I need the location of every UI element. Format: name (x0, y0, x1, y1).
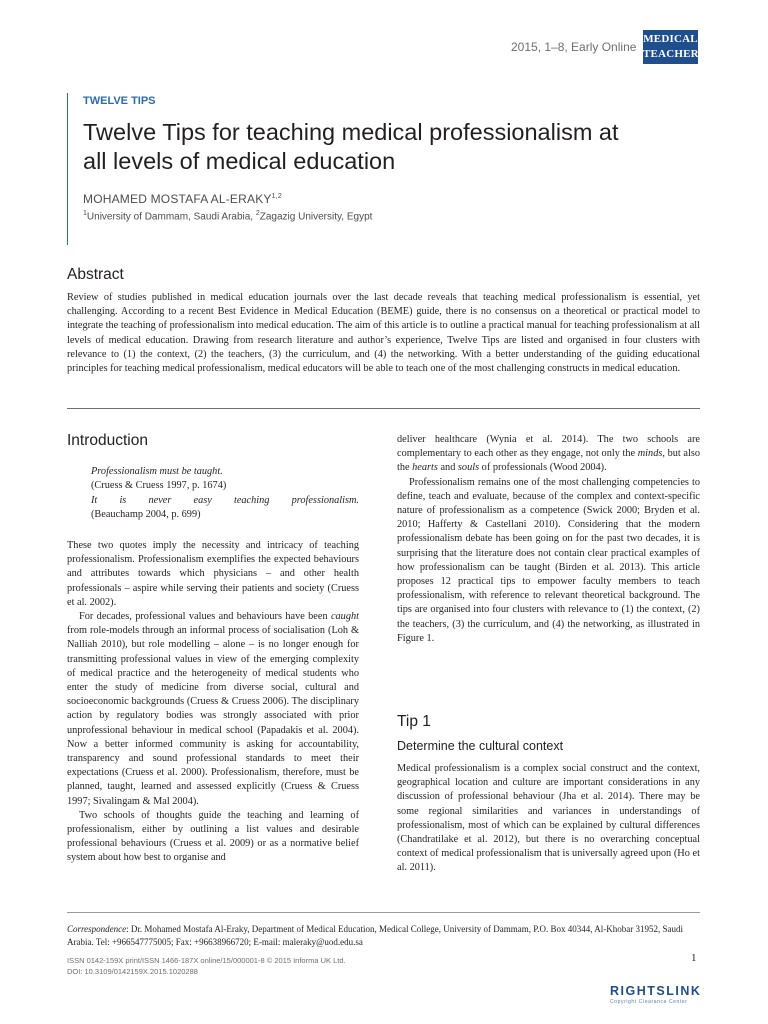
affil-2: Zagazig University, Egypt (259, 211, 373, 223)
tip1-heading: Tip 1 (397, 713, 431, 730)
affil-sup-2: 2 (255, 210, 260, 217)
correspondence-label: Correspondence (67, 924, 127, 934)
intro-p2-rest: from role-models through an informal process of socialisation (Loh & Nalliah 2010), but role modelling – alone – is no longer enough for transmitting professional values in view of the emerging complexity of medical practice and the heterogeneity of medical students who enter the study of medicine from diverse social, cultural and socioeconomic backgrounds (Cruess & Cruess 2006). The disciplinary action by regulatory bodies was strongly associated with prior unprofessional behaviour in medical school (Papadakis et al. 2004). Now a better informed community is asking for accountability, transparency and sound professional standards to meet their expectations (Cruess et al. 2000). Professionalism, therefore, must be planned, taught, learned and assessed explicitly (Cruess & Cruess 1997; Sivalingam & Mal 2004). (67, 625, 359, 807)
issn-line: ISSN 0142-159X print/ISSN 1466-187X online/15/000001-8 © 2015 Informa UK Ltd. (67, 956, 346, 965)
running-header: 2015, 1–8, Early Online (511, 40, 637, 54)
abstract-text: Review of studies published in medical education journals over the last decade reveals that teaching medical professionalism is essential, yet challenging. According to a recent Best Evidence in Medical Education (BEME) guide, there is no consensus on a theoretical or practical model to integrate the teaching of professionalism into medical education. The aim of this article is to outline a practical manual for teaching professionalism at all levels of medical education. Drawing from research literature and author’s experience, Twelve Tips are listed and organised in four clusters with relevance to (1) the context, (2) the teachers, (3) the curriculum, and (4) the networking. With a better understanding of the guiding educational principles for teaching medical professionalism, medical educators will be able to teach one of the most challenging constructs in medical education. (67, 292, 700, 375)
logo-line-1: MEDICAL (643, 33, 698, 45)
affil-sup-1: 1 (83, 210, 87, 217)
footnote-divider (67, 912, 700, 913)
rightslink-wordmark: RIGHTSLINK (610, 984, 702, 998)
tip1-paragraph: Medical professionalism is a complex social construct and the context, geographical location and culture are important considerations in any discussion of professional behaviour (Jha et al. 2014). There may be some regional similarities and variances in understandings of professionalism, most of which can be explained by cultural differences (Chandratilake et al. 2012), but there is no overarching conceptual context of medical professionalism that is universally agreed upon (Ho et al. 2011). (397, 763, 700, 874)
tip1-body (397, 762, 700, 876)
rightslink-logo[interactable] (610, 984, 750, 1005)
epigraph-2 (91, 494, 359, 508)
epigraph-1-text: Professionalism must be taught. (91, 466, 223, 477)
intro-p4-c: and (437, 462, 458, 474)
intro-paragraph-1: These two quotes imply the necessity and intricacy of teaching professionalism. Professionalism exemplifies the expected behaviours and attributes towards which physicians – and other health professionals – aspire while serving their patients and society (Cruess et al. 2002). (67, 540, 359, 608)
intro-paragraph-3: Two schools of thoughts guide the teaching and learning of professionalism, either by outlining a list values and desirable professional behaviours (Cruess et al. 2009) or as a normative belief system about how best to organise and (67, 809, 359, 864)
author-line (83, 192, 707, 206)
intro-p4-b: , but also the (397, 448, 700, 474)
section-tag: TWELVE TIPS (83, 95, 156, 107)
introduction-heading: Introduction (67, 432, 148, 449)
rightslink-subtitle: Copyright Clearance Center (610, 999, 688, 1005)
author-name: MOHAMED MOSTAFA AL-ERAKY (83, 192, 272, 206)
title-block (67, 93, 707, 245)
affiliations (83, 210, 707, 222)
intro-paragraph-5: Professionalism remains one of the most challenging competencies to define, teach and evaluate, because of the complex and context-specific nature of professionalism as a competence (Swick 2000; Bryden et al. 2010; Hafferty & Castellani 2010). Considering that the modern professionalism debate has been going on for the past two decades, it is surprising that the literature does not contain clear practical examples of how professionalism can be taught (Birden et al. 2013). This article proposes 12 practical tips to empower faculty members to teach professionalism, with reference to relevant theoretical background. The tips are organised into four clusters with relevance to (1) the context, (2) the teachers, (3) the curriculum, and (4) the networking, as illustrated in Figure 1. (397, 476, 700, 644)
correspondence-text: : Dr. Mohamed Mostafa Al-Eraky, Department of Medical Education, Medical College, University of Dammam, P.O. Box 40344, Al-Khobar 31952, Saudi Arabia. Tel: +966547775005; Fax: +96638966720; E-mail: maleraky@uod.edu.sa (67, 924, 683, 947)
epigraph-2-source: (Beauchamp 2004, p. 699) (91, 509, 201, 520)
epigraph-2-source-wrap (91, 508, 359, 522)
intro-p4-a: deliver healthcare (Wynia et al. 2014). The two schools are complementary to each other as they engage, not only the (397, 434, 700, 460)
doi-line: DOI: 10.3109/0142159X.2015.1020288 (67, 967, 198, 976)
tip1-subheading: Determine the cultural context (397, 739, 564, 753)
intro-p4-souls: souls (457, 462, 480, 474)
intro-p4-minds: minds (637, 448, 663, 460)
epigraph-1 (91, 465, 359, 493)
intro-p2-italic: caught (330, 611, 359, 623)
logo-line-2: TEACHER (643, 48, 699, 60)
abstract-heading: Abstract (67, 266, 124, 283)
affil-1: University of Dammam, Saudi Arabia, (86, 211, 256, 223)
author-sup: 1,2 (271, 193, 282, 200)
abstract-divider (67, 408, 700, 409)
intro-p4-d: of professionals (Wood 2004). (479, 462, 607, 474)
page-number: 1 (691, 952, 697, 964)
journal-logo (643, 30, 698, 64)
epigraph-2-text: It is never easy teaching professionalism. (91, 495, 359, 506)
intro-paragraph-2 (67, 610, 359, 809)
left-column (67, 539, 359, 866)
publication-info (67, 955, 346, 977)
intro-paragraph-4 (397, 433, 700, 476)
right-column (397, 433, 700, 646)
article-title: Twelve Tips for teaching medical professionalism at all levels of medical education (83, 119, 619, 174)
intro-p2-start: For decades, professional values and behaviours have been (79, 611, 331, 623)
epigraph-1-source: (Cruess & Cruess 1997, p. 1674) (91, 480, 227, 492)
intro-p4-hearts: hearts (412, 462, 438, 474)
correspondence-note (67, 923, 700, 948)
